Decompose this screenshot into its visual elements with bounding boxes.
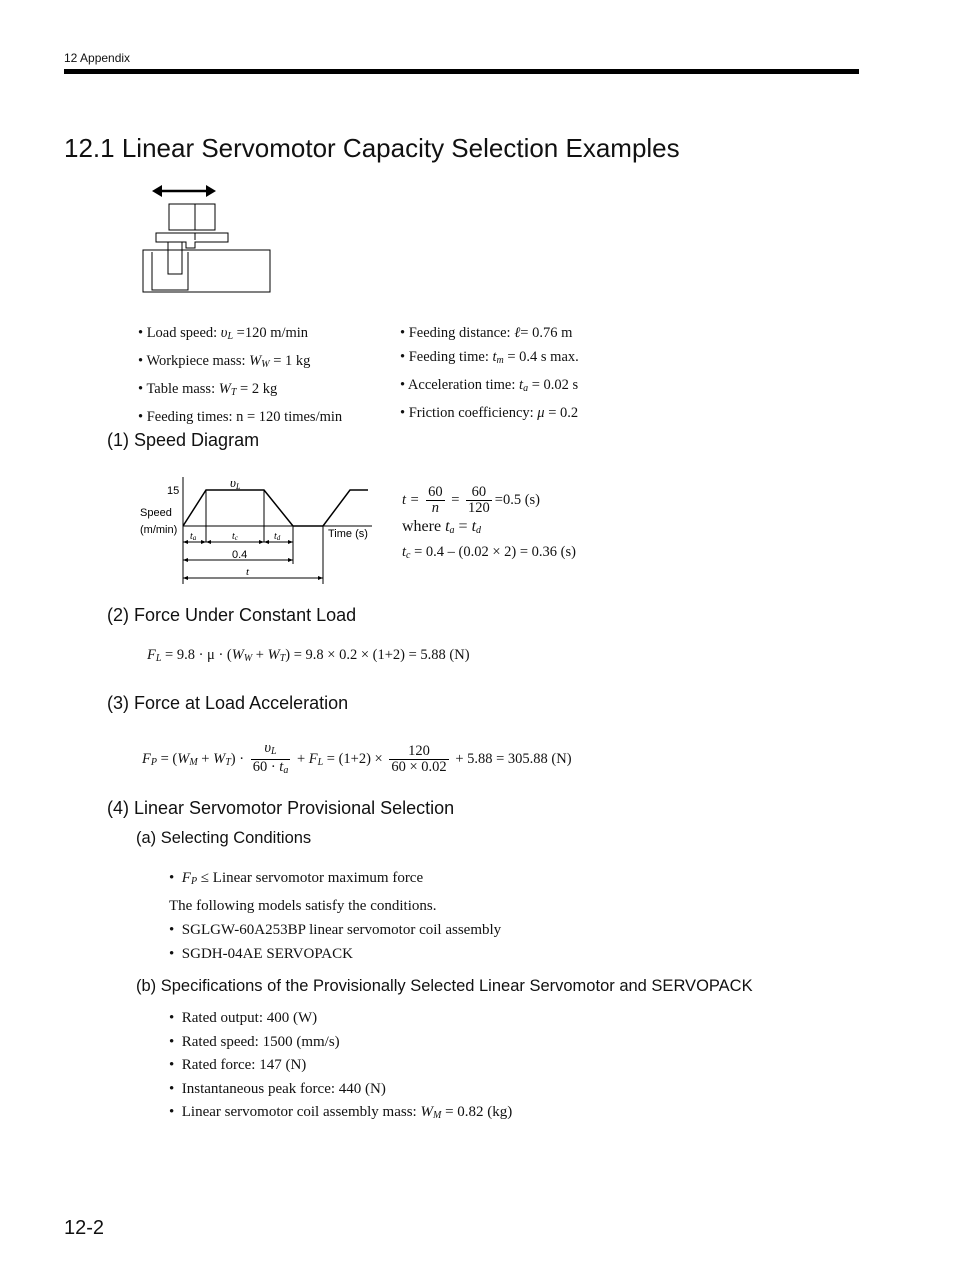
cycle-time-equation: t = $\frac{60}{n}$ = $\frac{60}{120}$ =0.5 (s) xyxy=(402,484,540,516)
y-tick-15: 15 xyxy=(167,485,180,497)
linear-stage-illustration xyxy=(138,180,278,296)
satisfy-note: The following models satisfy the conditions. xyxy=(169,898,437,914)
spec-item: • Linear servomotor coil assembly mass: $W_M = 0.82$ (kg) xyxy=(169,1104,513,1121)
condition-load-speed: • Load speed: $\upsilon_L =120$ m/min xyxy=(138,325,309,342)
selecting-conditions-list xyxy=(169,866,501,966)
spec-item: • Rated force: 147 (N) xyxy=(169,1057,307,1073)
tc-label: tc xyxy=(232,531,238,542)
tc-equation: $t_c = 0.4 - (0.02 \times 2) = 0.36$ (s) xyxy=(402,544,576,561)
specifications-heading: (b) Specifications of the Provisionally Selected Linear Servomotor and SERVOPACK xyxy=(136,977,753,995)
force-constant-heading: (2) Force Under Constant Load xyxy=(107,605,357,625)
spec-item: • Rated speed: 1500 (mm/s) xyxy=(169,1033,340,1050)
condition-acceleration-time: • Acceleration time: $t_a = 0.02$ s xyxy=(400,377,579,394)
specifications-list xyxy=(169,1007,512,1128)
page-number: 12-2 xyxy=(64,1217,105,1239)
workpiece xyxy=(169,204,215,230)
magnetic-way xyxy=(143,250,270,292)
force-constant-equation: $F_L = 9.8 \cdot \mu \cdot (W_W + W_T) = 9.8 \times 0.2 \times (1+2) = 5.88$ (N) xyxy=(147,647,470,664)
speed-diagram xyxy=(138,472,378,587)
td-label: td xyxy=(274,531,281,542)
where-equation: where $t_a = t_d$ xyxy=(402,518,482,536)
spec-item: • Instantaneous peak force: 440 (N) xyxy=(169,1080,386,1097)
dimension-0-4: 0.4 xyxy=(232,549,248,561)
dimension-t: t xyxy=(246,566,250,578)
speed-diagram-heading: (1) Speed Diagram xyxy=(107,430,260,450)
coil-assembly xyxy=(168,242,182,274)
table xyxy=(156,233,228,248)
selecting-conditions-heading: (a) Selecting Conditions xyxy=(136,829,312,847)
condition-friction: • Friction coefficiency: μ = 0.2 xyxy=(400,405,579,421)
conditions-right xyxy=(400,321,579,425)
conditions-left xyxy=(138,321,342,429)
condition-feeding-times: • Feeding times: n = 120 times/min xyxy=(138,409,343,425)
model-item: • SGDH-04AE SERVOPACK xyxy=(169,946,353,962)
condition-feeding-distance: • Feeding distance: ℓ= 0.76 m xyxy=(400,325,573,341)
motion-arrow-icon xyxy=(152,185,216,197)
force-accel-equation: $F_P = (W_M + W_T)$ · $\frac{\upsilon_L}{60 \cdot t_a}$ + $F_L = (1+2)$ × $\frac{120}{60 \times 0.02}$ + 5.88 = 305.88 (N) xyxy=(142,740,572,776)
condition-item: • $F_P$ ≤ Linear servomotor maximum force xyxy=(169,870,424,887)
chapter-label: 12 Appendix xyxy=(64,51,131,65)
header-rule xyxy=(64,69,859,74)
ta-label: ta xyxy=(190,531,197,542)
condition-workpiece-mass: • Workpiece mass: $W_W = 1$ kg xyxy=(138,353,311,370)
speed-axis-label: Speed xyxy=(140,507,172,519)
condition-feeding-time: • Feeding time: $t_m = 0.4$ s max. xyxy=(400,349,579,366)
force-accel-heading: (3) Force at Load Acceleration xyxy=(107,693,349,713)
spec-item: • Rated output: 400 (W) xyxy=(169,1010,318,1026)
time-axis-label: Time (s) xyxy=(328,528,368,540)
model-item: • SGLGW-60A253BP linear servomotor coil assembly xyxy=(169,922,502,938)
speed-axis-unit: (m/min) xyxy=(140,524,178,536)
condition-table-mass: • Table mass: $W_T = 2$ kg xyxy=(138,381,278,398)
section-title: 12.1 Linear Servomotor Capacity Selection Examples xyxy=(64,133,680,163)
provisional-heading: (4) Linear Servomotor Provisional Selection xyxy=(107,798,455,818)
vl-label: υL xyxy=(230,475,241,491)
